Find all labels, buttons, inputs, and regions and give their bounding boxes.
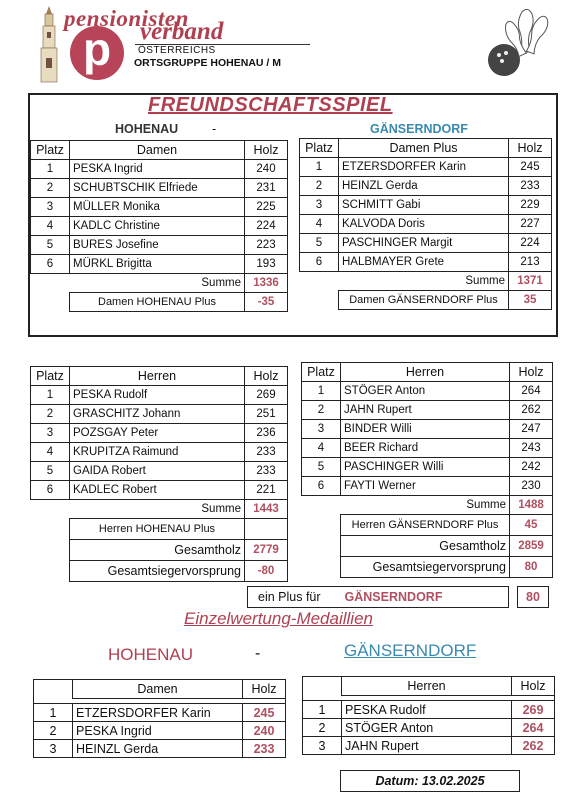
plus-fuer-label: ein Plus für <box>258 590 321 604</box>
herren-home-table <box>30 366 288 582</box>
rank-cell: 6 <box>302 477 341 496</box>
logo-letter: p <box>82 23 112 75</box>
name-cell: KADLEC Robert <box>70 481 245 500</box>
plus-row <box>31 293 288 312</box>
holz-cell: 213 <box>509 253 552 272</box>
match-title: FREUNDSCHAFTSSPIEL <box>148 94 393 116</box>
holz-cell: 233 <box>245 462 288 481</box>
name-cell: BINDER Willi <box>341 420 510 439</box>
medal-home-label: HOHENAU <box>108 645 194 664</box>
holz-cell: 240 <box>245 160 288 179</box>
herren-away-table <box>301 362 553 578</box>
name-cell: SCHUBTSCHIK Elfriede <box>70 179 245 198</box>
bowling-icon <box>482 4 552 82</box>
rank-cell: 6 <box>31 255 70 274</box>
col-platz: Platz <box>300 139 339 158</box>
col-holz: Holz <box>245 141 288 160</box>
sum-label: Summe <box>70 274 245 293</box>
sieger-row <box>302 557 553 578</box>
gesamtholz-label: Gesamtholz <box>341 536 510 557</box>
name-cell: STÖGER Anton <box>341 382 510 401</box>
plus-value: 35 <box>509 291 552 310</box>
col-holz: Holz <box>510 363 553 382</box>
name-cell: SCHMITT Gabi <box>339 196 509 215</box>
table-row <box>31 255 288 274</box>
plus-row <box>302 515 553 536</box>
col-holz: Holz <box>512 677 555 696</box>
holz-cell: 224 <box>245 217 288 236</box>
table-row <box>31 424 288 443</box>
holz-cell: 262 <box>510 401 553 420</box>
table-row <box>31 160 288 179</box>
name-cell: PESKA Ingrid <box>73 722 243 740</box>
rank-cell: 1 <box>31 160 70 179</box>
rank-cell: 3 <box>300 196 339 215</box>
col-holz: Holz <box>243 680 286 699</box>
plus-label: Damen GÄNSERNDORF Plus <box>339 291 509 310</box>
name-cell: BURES Josefine <box>70 236 245 255</box>
name-cell: PASCHINGER Margit <box>339 234 509 253</box>
holz-cell: 230 <box>510 477 553 496</box>
col-platz: Platz <box>302 363 341 382</box>
sum-row <box>300 272 552 291</box>
table-row <box>34 722 286 740</box>
table-row <box>302 382 553 401</box>
table-header-row <box>31 141 288 160</box>
table-row <box>303 701 555 719</box>
name-cell: MÜLLER Monika <box>70 198 245 217</box>
col-name: Damen <box>70 141 245 160</box>
medal-herren-table <box>302 676 555 755</box>
holz-cell: 223 <box>245 236 288 255</box>
rank-cell: 2 <box>303 719 342 737</box>
sum-value: 1371 <box>509 272 552 291</box>
rank-cell: 5 <box>300 234 339 253</box>
rank-cell: 1 <box>302 382 341 401</box>
holz-cell: 251 <box>245 405 288 424</box>
holz-cell: 233 <box>243 740 286 758</box>
table-row <box>302 458 553 477</box>
sum-label: Summe <box>341 496 510 515</box>
col-name: Damen <box>73 680 243 699</box>
col-name: Damen Plus <box>339 139 509 158</box>
sum-row <box>31 500 288 519</box>
name-cell: GAIDA Robert <box>70 462 245 481</box>
damen-away-table <box>299 138 552 310</box>
rank-cell: 3 <box>302 420 341 439</box>
org-name-line2: verband <box>140 18 224 45</box>
table-row <box>302 439 553 458</box>
holz-cell: 243 <box>510 439 553 458</box>
holz-cell: 240 <box>243 722 286 740</box>
name-cell: JAHN Rupert <box>342 737 512 755</box>
rank-cell: 2 <box>31 405 70 424</box>
rank-cell: 1 <box>34 704 73 722</box>
table-header-row <box>300 139 552 158</box>
org-group: ORTSGRUPPE HOHENAU / M <box>134 57 282 69</box>
holz-cell: 231 <box>245 179 288 198</box>
table-header-row <box>303 677 555 696</box>
plus-row <box>300 291 552 310</box>
gesamtholz-row <box>31 540 288 561</box>
org-name-line1: pensionisten <box>64 6 189 31</box>
plus-value: 45 <box>510 515 553 536</box>
sieger-value: -80 <box>245 561 288 582</box>
name-cell: KRUPITZA Raimund <box>70 443 245 462</box>
plus-value <box>245 519 288 540</box>
rank-cell: 5 <box>31 236 70 255</box>
name-cell: PESKA Rudolf <box>70 386 245 405</box>
holz-cell: 229 <box>509 196 552 215</box>
gesamtholz-label: Gesamtholz <box>70 540 245 561</box>
col-platz: Platz <box>31 367 70 386</box>
sum-row <box>31 274 288 293</box>
table-row <box>31 462 288 481</box>
table-row <box>31 386 288 405</box>
col-name: Herren <box>341 363 510 382</box>
table-row <box>302 477 553 496</box>
medal-separator: - <box>255 645 261 662</box>
table-row <box>31 198 288 217</box>
col-name: Herren <box>342 677 512 696</box>
name-cell: BEER Richard <box>341 439 510 458</box>
rank-cell: 2 <box>302 401 341 420</box>
holz-cell: 193 <box>245 255 288 274</box>
rank-cell: 3 <box>303 737 342 755</box>
sieger-label: Gesamtsiegervorsprung <box>341 557 510 578</box>
holz-cell: 264 <box>512 719 555 737</box>
rank-cell: 4 <box>300 215 339 234</box>
holz-cell: 269 <box>512 701 555 719</box>
rank-cell: 3 <box>34 740 73 758</box>
holz-cell: 264 <box>510 382 553 401</box>
plus-label: Herren GÄNSERNDORF Plus <box>341 515 510 536</box>
table-row <box>300 215 552 234</box>
team-away-label: GÄNSERNDORF <box>370 122 468 136</box>
table-row <box>31 179 288 198</box>
name-cell: ETZERSDORFER Karin <box>73 704 243 722</box>
holz-cell: 221 <box>245 481 288 500</box>
plus-value: -35 <box>245 293 288 312</box>
rank-cell: 2 <box>300 177 339 196</box>
holz-cell: 245 <box>509 158 552 177</box>
plus-fuer-team: GÄNSERNDORF <box>344 590 443 604</box>
holz-cell: 242 <box>510 458 553 477</box>
plus-label: Damen HOHENAU Plus <box>70 293 245 312</box>
table-header-row <box>302 363 553 382</box>
rank-cell: 4 <box>302 439 341 458</box>
name-cell: STÖGER Anton <box>342 719 512 737</box>
sum-label: Summe <box>339 272 509 291</box>
holz-cell: 233 <box>245 443 288 462</box>
holz-cell: 236 <box>245 424 288 443</box>
plus-fuer-value: 80 <box>526 590 540 604</box>
sum-value: 1336 <box>245 274 288 293</box>
date-box <box>340 770 520 792</box>
rank-cell: 1 <box>303 701 342 719</box>
table-row <box>300 253 552 272</box>
damen-home-table <box>30 140 288 312</box>
gesamtholz-row <box>302 536 553 557</box>
name-cell: KADLC Christine <box>70 217 245 236</box>
holz-cell: 233 <box>509 177 552 196</box>
name-cell: ETZERSDORFER Karin <box>339 158 509 177</box>
table-header-row <box>34 680 286 699</box>
gesamtholz-value: 2779 <box>245 540 288 561</box>
table-row <box>34 740 286 758</box>
table-row <box>300 196 552 215</box>
name-cell: HALBMAYER Grete <box>339 253 509 272</box>
plus-fuer-value-box <box>517 586 549 608</box>
name-cell: HEINZL Gerda <box>73 740 243 758</box>
table-row <box>31 217 288 236</box>
plus-row <box>31 519 288 540</box>
name-cell: FAYTI Werner <box>341 477 510 496</box>
sieger-row <box>31 561 288 582</box>
sum-row <box>302 496 553 515</box>
rank-cell: 3 <box>31 424 70 443</box>
sieger-value: 80 <box>510 557 553 578</box>
sum-label: Summe <box>70 500 245 519</box>
table-row <box>300 234 552 253</box>
holz-cell: 247 <box>510 420 553 439</box>
rank-cell: 5 <box>31 462 70 481</box>
table-header-row <box>31 367 288 386</box>
sum-value: 1488 <box>510 496 553 515</box>
medal-away-label: GÄNSERNDORF <box>344 641 477 660</box>
name-cell: KALVODA Doris <box>339 215 509 234</box>
p-logo <box>70 23 124 80</box>
name-cell: PESKA Rudolf <box>342 701 512 719</box>
col-name: Herren <box>70 367 245 386</box>
holz-cell: 227 <box>509 215 552 234</box>
table-row <box>303 737 555 755</box>
col-platz: Platz <box>31 141 70 160</box>
sieger-label: Gesamtsiegervorsprung <box>70 561 245 582</box>
rank-cell: 6 <box>31 481 70 500</box>
rank-cell: 1 <box>300 158 339 177</box>
rank-cell: 4 <box>31 217 70 236</box>
rank-cell: 2 <box>31 179 70 198</box>
table-row <box>31 236 288 255</box>
rank-cell: 3 <box>31 198 70 217</box>
gesamtholz-value: 2859 <box>510 536 553 557</box>
name-cell: GRASCHITZ Johann <box>70 405 245 424</box>
table-row <box>31 443 288 462</box>
table-row <box>31 481 288 500</box>
holz-cell: 262 <box>512 737 555 755</box>
team-separator: - <box>212 122 217 136</box>
table-row <box>302 420 553 439</box>
name-cell: PASCHINGER Willi <box>341 458 510 477</box>
sum-value: 1443 <box>245 500 288 519</box>
table-row <box>303 719 555 737</box>
name-cell: JAHN Rupert <box>341 401 510 420</box>
rank-cell: 6 <box>300 253 339 272</box>
medal-title: Einzelwertung-Medaillien <box>184 609 373 628</box>
name-cell: MÜRKL Brigitta <box>70 255 245 274</box>
holz-cell: 225 <box>245 198 288 217</box>
rank-cell: 1 <box>31 386 70 405</box>
date-label: Datum: 13.02.2025 <box>375 774 485 788</box>
table-row <box>300 158 552 177</box>
name-cell: HEINZL Gerda <box>339 177 509 196</box>
table-row <box>31 405 288 424</box>
name-cell: PESKA Ingrid <box>70 160 245 179</box>
rank-cell: 4 <box>31 443 70 462</box>
org-country: ÖSTERREICHS <box>138 45 216 56</box>
rank-cell: 2 <box>34 722 73 740</box>
holz-cell: 269 <box>245 386 288 405</box>
table-row <box>302 401 553 420</box>
medal-damen-table <box>33 679 286 758</box>
holz-cell: 245 <box>243 704 286 722</box>
table-row <box>34 704 286 722</box>
col-holz: Holz <box>509 139 552 158</box>
rank-cell: 5 <box>302 458 341 477</box>
team-home-label: HOHENAU <box>115 122 179 136</box>
plus-fuer-box <box>247 586 509 608</box>
holz-cell: 224 <box>509 234 552 253</box>
plus-label: Herren HOHENAU Plus <box>70 519 245 540</box>
table-row <box>300 177 552 196</box>
church-tower-logo <box>36 6 62 84</box>
col-holz: Holz <box>245 367 288 386</box>
name-cell: POZSGAY Peter <box>70 424 245 443</box>
